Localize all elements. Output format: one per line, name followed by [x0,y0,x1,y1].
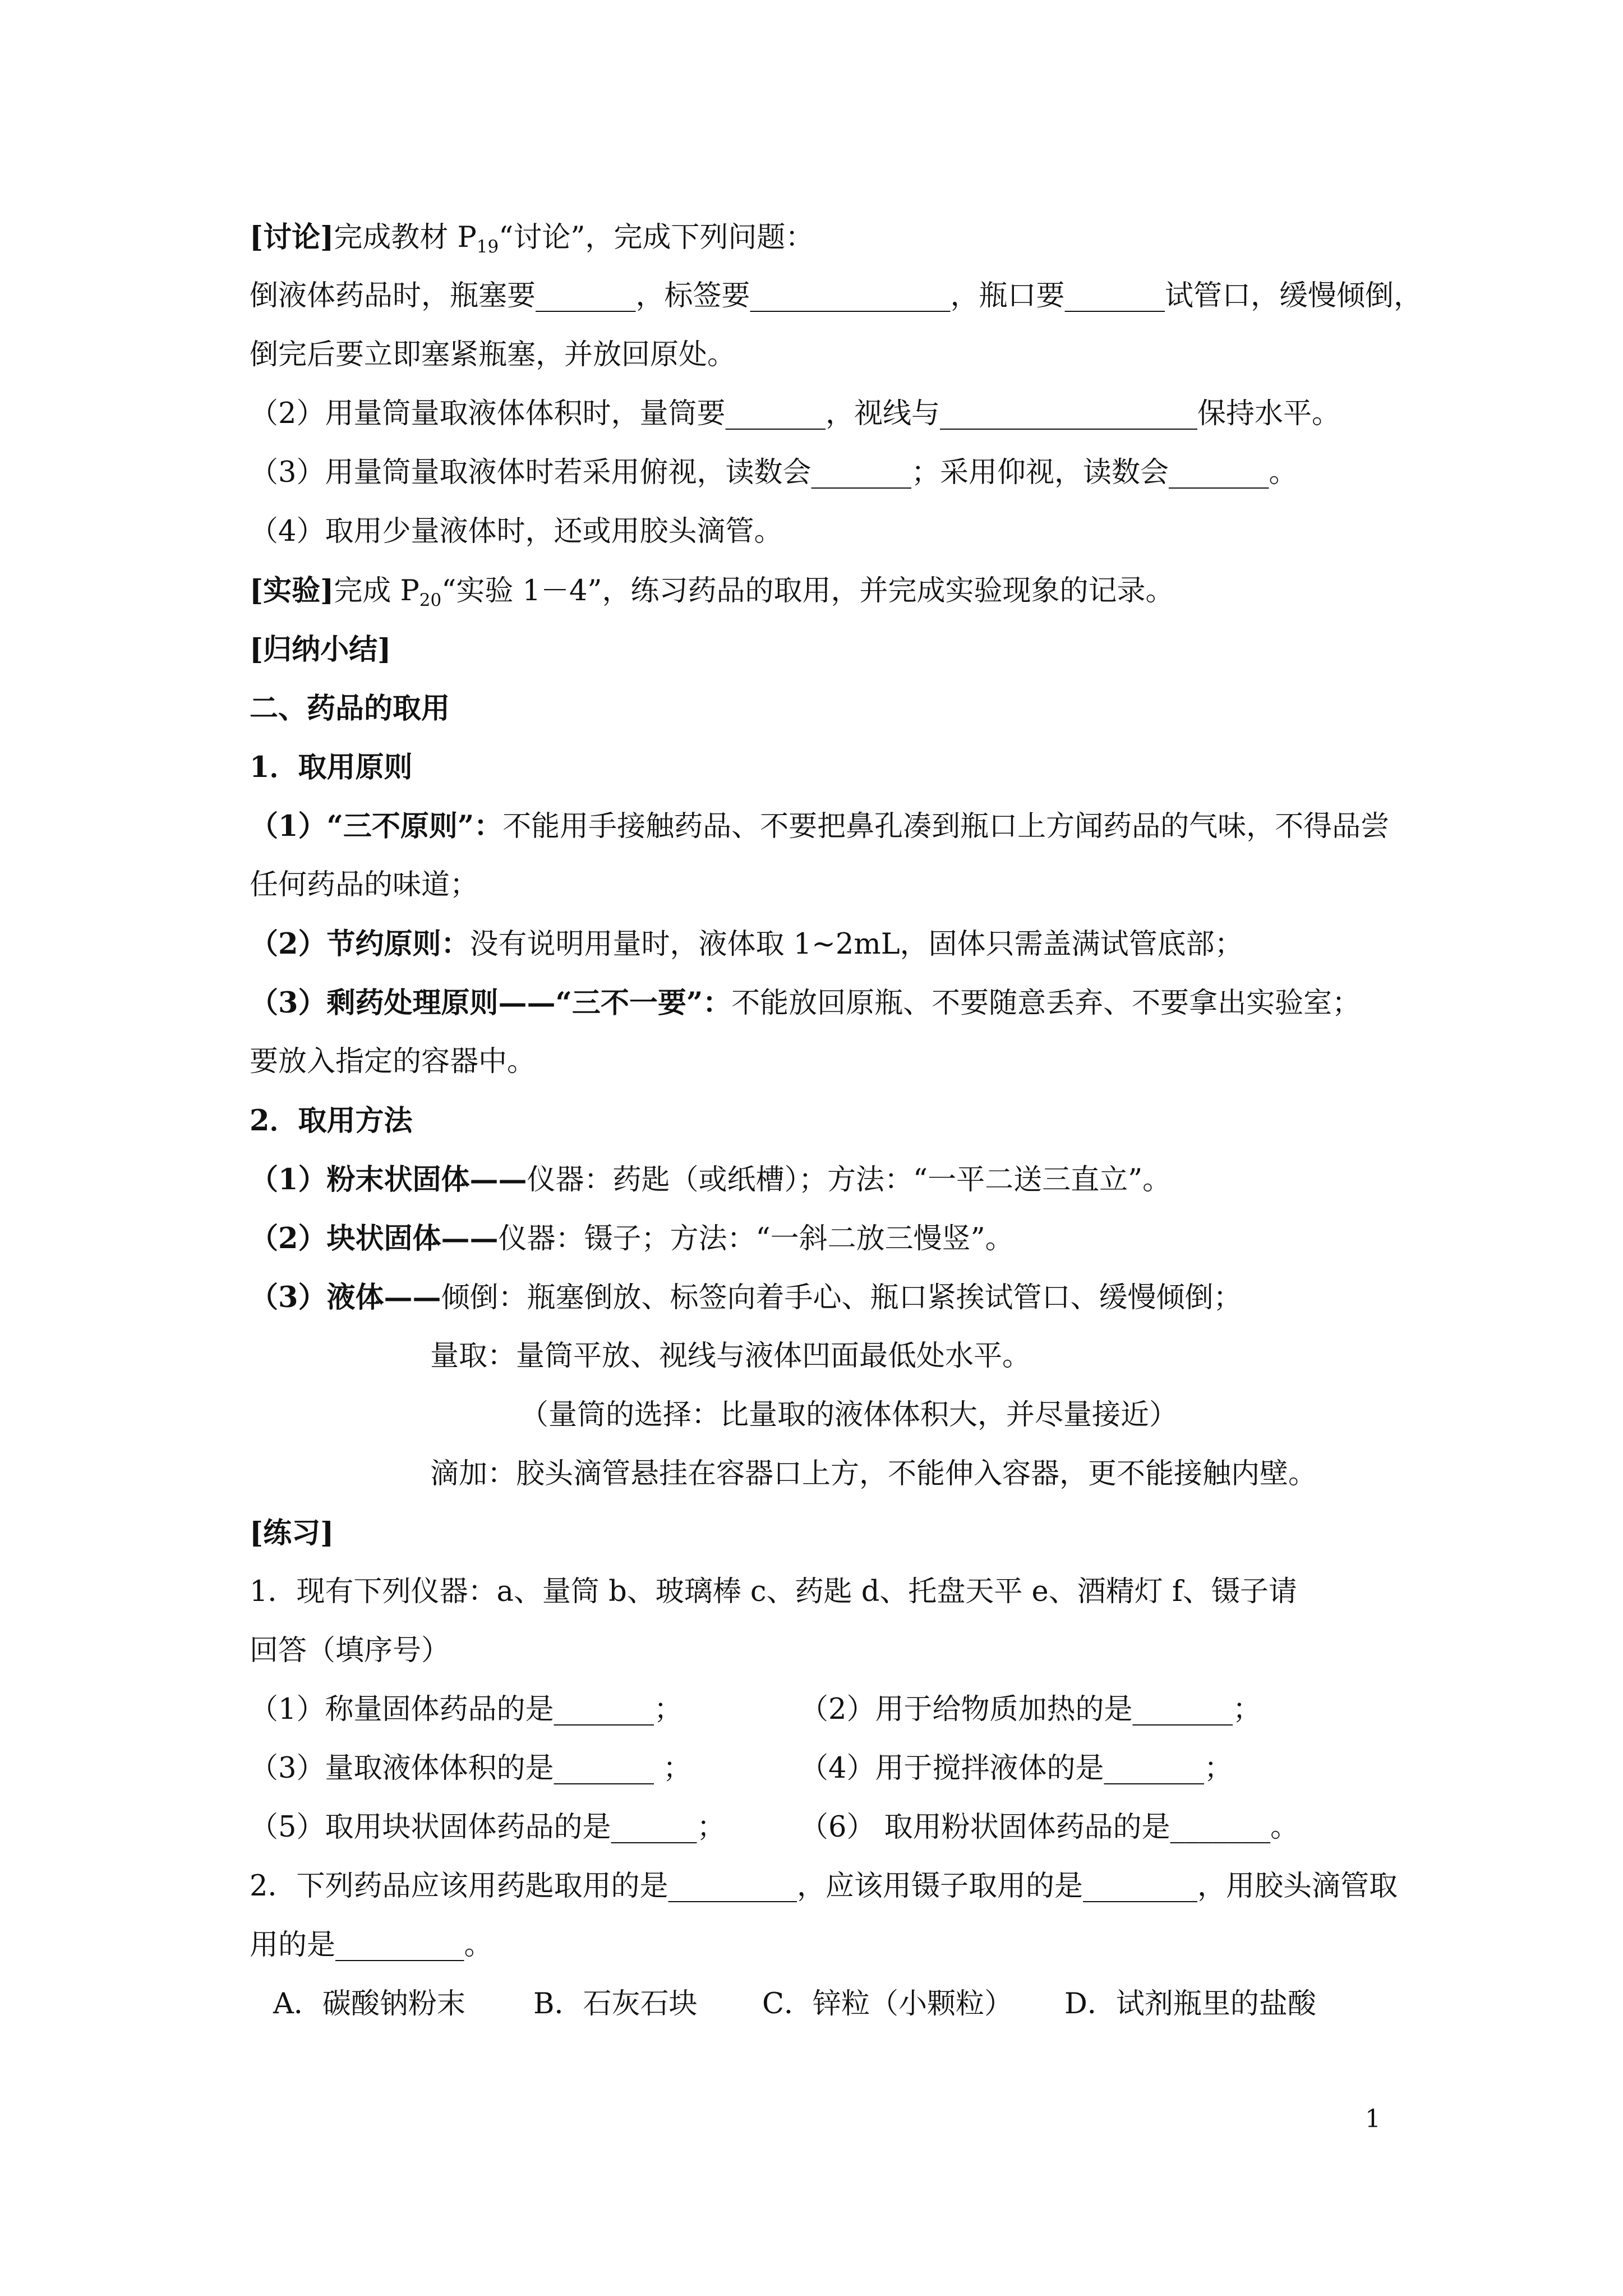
question-pouring-line1: 倒液体药品时，瓶塞要_______，标签要______________，瓶口要_______试管口，缓慢倾倒， [250,279,1423,312]
principles-heading: 1．取用原则 [250,751,413,784]
summary-title: [归纳小结] [250,633,391,666]
method-powder [250,1160,1399,1200]
method-block-text: 仪器：镊子；方法：“一斜二放三慢竖”。 [498,1222,1014,1255]
method-liquid-text: 倾倒：瓶塞倒放、标签向着手心、瓶口紧挨试管口、缓慢倾倒； [441,1281,1242,1314]
principle-3 [250,983,1399,1023]
principle-3-text: 不能放回原瓶、不要随意丢弃、不要拿出实验室； [731,987,1361,1020]
method-liquid-dropping: 滴加：胶头滴管悬挂在容器口上方，不能伸入容器，更不能接触内壁。 [430,1457,1317,1490]
question-pouring-line2: 倒完后要立即塞紧瓶塞，并放回原处。 [250,338,736,371]
section-heading: 二、药品的取用 [250,692,450,725]
practice-q2-option: B．石灰石块 [533,1987,698,2021]
discussion-intro [250,218,1399,266]
practice-q2-option: D．试剂瓶里的盐酸 [1064,1987,1316,2021]
method-liquid-label: （3）液体—— [250,1281,441,1314]
practice-q1-line1: 1．现有下列仪器：a、量筒 b、玻璃棒 c、药匙 d、托盘天平 e、酒精灯 f、镊子请 [250,1575,1297,1608]
question-2: （2）用量筒量取液体体积时，量筒要_______，视线与__________________保持水平。 [250,397,1340,430]
discussion-intro-text-2: “讨论”，完成下列问题： [499,221,814,254]
method-liquid-measure: 量取：量筒平放、视线与液体凹面最低处水平。 [430,1340,1031,1373]
principle-1 [250,807,1399,846]
question-4: （4）取用少量液体时，还或用胶头滴管。 [250,515,783,548]
principle-2-label: （2）节约原则： [250,927,470,961]
method-block [250,1219,1399,1259]
practice-q1-item: （3）量取液体体积的是_______ ； [250,1752,692,1785]
experiment-page-subscript: 20 [419,590,442,610]
experiment-tag: [实验] [250,574,334,608]
method-powder-label: （1）粉末状固体—— [250,1163,527,1197]
experiment-text: 完成 P [334,574,419,608]
method-liquid [250,1278,1399,1318]
practice-q2-line1: 2．下列药品应该用药匙取用的是_________，应该用镊子取用的是________，用胶头滴管取 [250,1870,1398,1903]
practice-q1-item: （2）用于给物质加热的是_______； [800,1693,1261,1726]
principle-3-label: （3）剩药处理原则——“三不一要”： [250,986,732,1020]
principle-2 [250,924,1399,964]
practice-q2-option: C．锌粒（小颗粒） [762,1987,1013,2021]
discussion-tag: [讨论] [250,220,334,254]
methods-heading: 2．取用方法 [250,1104,413,1138]
experiment-text-2: “实验 1－4”，练习药品的取用，并完成实验现象的记录。 [441,574,1174,608]
principle-2-text: 没有说明用量时，液体取 1~2mL，固体只需盖满试管底部； [469,928,1243,961]
method-block-label: （2）块状固体—— [250,1222,499,1255]
practice-q1-line2: 回答（填序号） [250,1634,450,1667]
page-number: 1 [1365,2105,1381,2133]
discussion-page-subscript: 19 [476,237,499,257]
method-powder-text: 仪器：药匙（或纸槽）；方法：“一平二送三直立”。 [527,1163,1172,1197]
practice-q1-item: （1）称量固体药品的是_______； [250,1693,683,1726]
principle-1-label: （1）“三不原则”： [250,809,503,843]
principle-1-text: 不能用手接触药品、不要把鼻孔凑到瓶口上方闻药品的气味，不得品尝 [502,810,1390,843]
practice-q2-line2: 用的是_________。 [250,1929,493,1962]
principle-3-line2: 要放入指定的容器中。 [250,1045,536,1078]
question-3: （3）用量筒量取液体时若采用俯视，读数会_______；采用仰视，读数会_______。 [250,456,1298,489]
principle-1-line2: 任何药品的味道； [250,868,479,901]
practice-q1-item: （4）用于搅拌液体的是_______； [800,1752,1233,1785]
practice-title: [练习] [250,1516,334,1550]
practice-q1-item: （6） 取用粉状固体药品的是_______。 [800,1811,1299,1844]
experiment-line [250,571,1399,620]
method-liquid-cylinder-choice: （量筒的选择：比量取的液体体积大，并尽量接近） [520,1398,1178,1432]
practice-q1-item: （5）取用块状固体药品的是______； [250,1811,726,1844]
discussion-intro-text: 完成教材 P [334,221,477,254]
practice-q2-option: A．碳酸钠粉末 [273,1987,465,2021]
